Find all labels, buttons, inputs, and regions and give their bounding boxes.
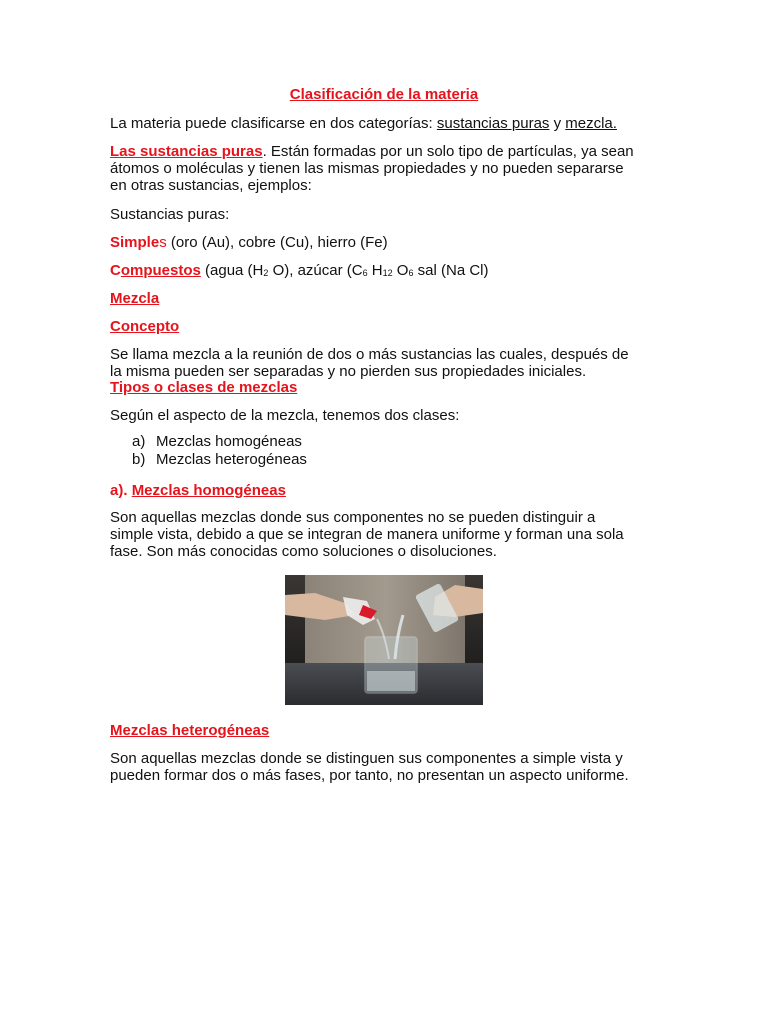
intro-paragraph: La materia puede clasificarse en dos categorías: sustancias puras y mezcla. xyxy=(110,115,617,132)
sustancias-puras-label: Sustancias puras: xyxy=(110,206,230,223)
sustancias-label: Las sustancias puras xyxy=(110,143,263,160)
mezcla-heading: Mezcla xyxy=(110,290,160,307)
tipos-heading: Tipos o clases de mezclas xyxy=(110,379,298,396)
heterogeneas-paragraph: Son aquellas mezclas donde se distinguen sus componentes a simple vista y pueden formar dos o más fases, por tanto, no presentan un aspecto uniforme. xyxy=(110,750,629,784)
list-item: a) Mezclas homogéneas xyxy=(132,433,302,450)
concepto-heading: Concepto xyxy=(110,318,180,335)
mixing-liquids-photo xyxy=(285,575,483,705)
homogeneas-heading: a). Mezclas homogéneas xyxy=(110,482,286,499)
compuestos-label: ompuestos xyxy=(120,262,201,279)
beaker-pouring-illustration xyxy=(285,575,483,705)
homogeneas-paragraph: Son aquellas mezclas donde sus componentes no se pueden distinguir a simple vista, debido a que se integran de manera uniforme y forman una sola fase. Son más conocidas como soluciones o disoluciones. xyxy=(110,509,624,560)
mezcla-link: mezcla. xyxy=(565,115,617,132)
simples-line: Simples (oro (Au), cobre (Cu), hierro (Fe) xyxy=(110,234,388,251)
page-title: Clasificación de la materia xyxy=(289,86,479,103)
simples-label: Simple xyxy=(110,234,160,251)
heterogeneas-heading: Mezclas heterogéneas xyxy=(110,722,270,739)
sustancias-puras-link: sustancias puras xyxy=(436,115,550,132)
mezclas-list xyxy=(132,433,307,469)
sustancias-paragraph: Las sustancias puras. Están formadas por un solo tipo de partículas, ya sean átomos o moléculas y tienen las mismas propiedades y no pueden separarse en otras sustancias, ejemplos: xyxy=(110,143,634,194)
segun-paragraph: Según el aspecto de la mezcla, tenemos dos clases: xyxy=(110,407,460,424)
concepto-paragraph: Se llama mezcla a la reunión de dos o más sustancias las cuales, después de la misma pueden ser separadas y no pierden sus propiedades iniciales. xyxy=(110,346,629,380)
list-item: b) Mezclas heterogéneas xyxy=(132,451,307,468)
compuestos-line: Compuestos (agua ($H_2$ O), azúcar ($C_6$ $H_{12}$ $O_6$ sal (Na Cl) xyxy=(110,262,489,279)
